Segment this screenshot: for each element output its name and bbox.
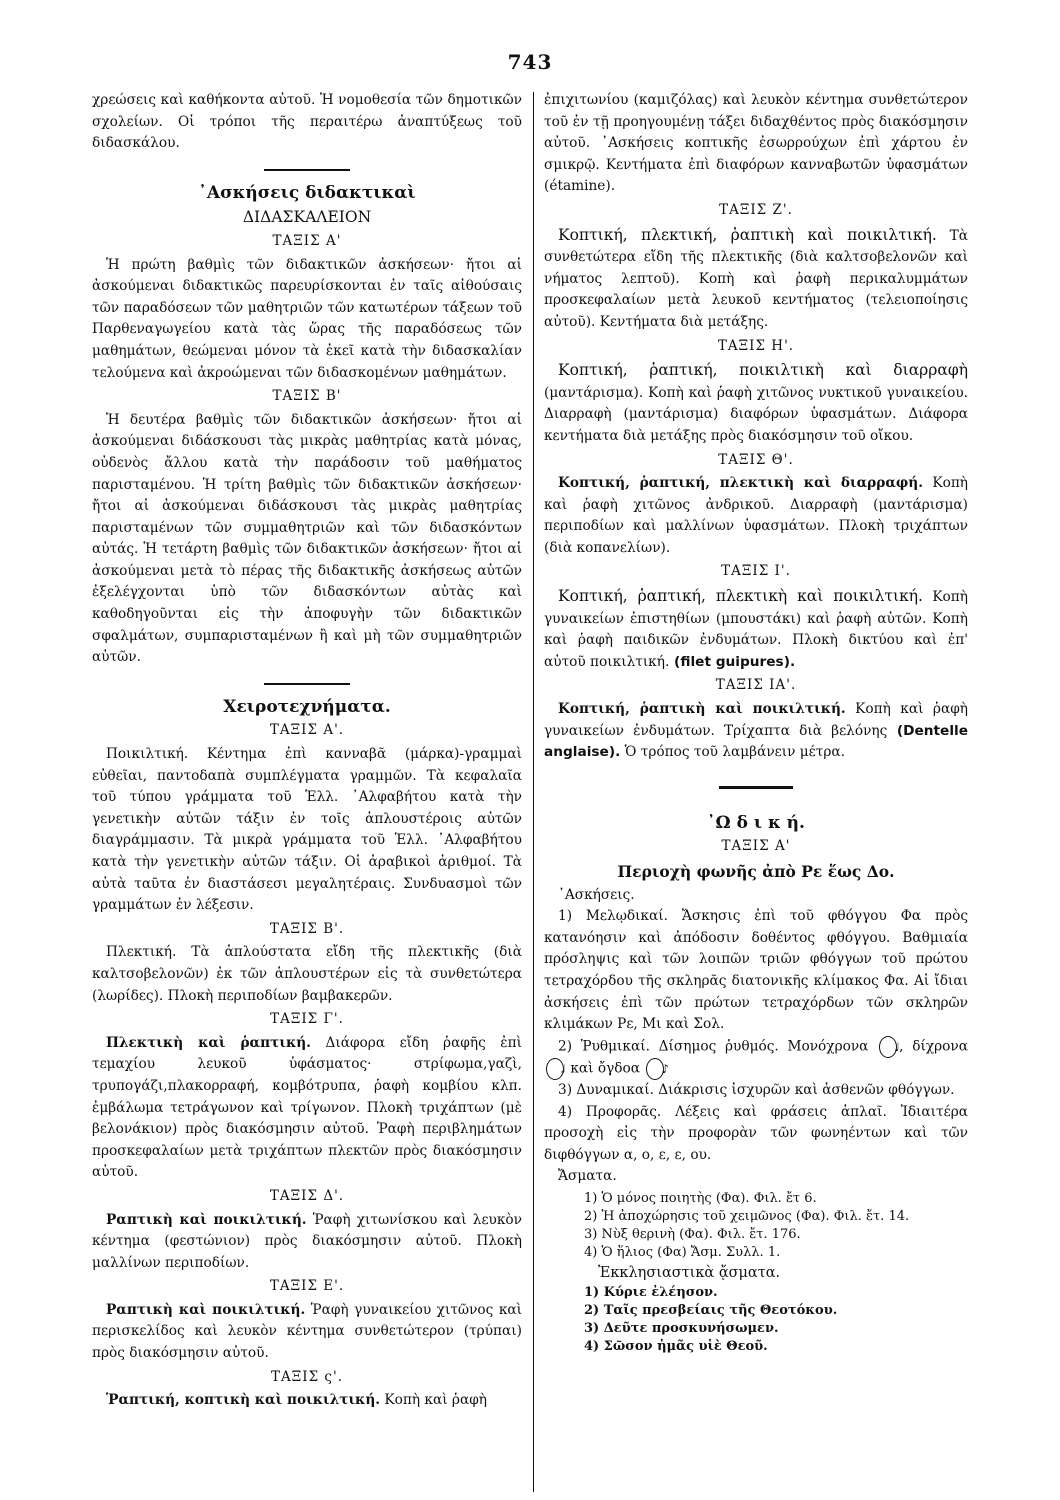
- left-column: [92, 90, 522, 1412]
- taxis-lead: Ραπτικὴ καὶ ποικιλτική.: [106, 1211, 307, 1228]
- list-item: 4) Σῶσον ἡμᾶς υἱὲ Θεοῦ.: [584, 1338, 768, 1354]
- taxis-heading: ΤΑΞΙΣ Α'.: [269, 722, 345, 739]
- taxis-paragraph: [92, 1390, 522, 1412]
- list-item: 2) Ἡ ἀποχώρησις τοῦ χειμῶνος (Φα). Φιλ. ἔτ. 14.: [584, 1208, 910, 1224]
- taxis-body: Κοπὴ καὶ ῥαφὴ: [380, 1392, 488, 1409]
- taxis-heading: ΤΑΞΙΣ Β': [272, 388, 342, 405]
- taxis-body: Κοπὴ καὶ ῥαφὴ χιτῶνος ἀνδρικοῦ. Διαρραφὴ (μαντάρισμα) περιποδίων καὶ μαλλίνων ὑφασμάτων. Πλοκὴ τριχάπτων (διὰ κοπανελίων).: [544, 475, 969, 556]
- right-column: [544, 90, 968, 1356]
- taxis-heading: ΤΑΞΙΣ Δ'.: [269, 1187, 345, 1204]
- taxis-paragraph: [544, 585, 968, 673]
- taxis-lead: Πλεκτικὴ καὶ ῥαπτική.: [106, 1034, 311, 1051]
- taxis-heading: ΤΑΞΙΣ ς'.: [271, 1368, 343, 1385]
- taxis-tail: Ὁ τρόπος τοῦ λαμβάνειν μέτρα.: [620, 744, 845, 761]
- taxis-lead: Κοπτική, πλεκτική, ῥαπτικὴ καὶ ποικιλτική.: [558, 225, 937, 244]
- exercise-item: 4) Προφορᾶς. Λέξεις καὶ φράσεις ἁπλαῖ. Ἰδιαιτέρα προσοχὴ εἰς τὴν προφορὰν τῶν φωνηέντων καὶ τῶν διφθόγγων α, ο, ε, ε, ου.: [544, 1103, 968, 1163]
- page-number: 743: [507, 50, 553, 74]
- rhythm-text: 2) Ῥυθμικαί. Δίσημος ῥυθμός. Μονόχρονα: [558, 1038, 869, 1055]
- songs-list: [584, 1190, 968, 1262]
- taxis-paragraph: [544, 224, 968, 334]
- church-songs-title: Ἐκκλησιαστικὰ ᾄσματα.: [598, 1264, 781, 1281]
- list-item: 3) Νὺξ θερινὴ (Φα). Φιλ. ἔτ. 176.: [584, 1226, 801, 1242]
- taxis-paragraph: [544, 699, 968, 764]
- quarter-note-icon: ♩: [879, 1036, 897, 1058]
- section-separator: [264, 683, 350, 685]
- taxis-lead: Κοπτική, ῥαπτική, πλεκτικὴ καὶ διαρραφή.: [558, 475, 924, 492]
- intro-paragraph: χρεώσεις καὶ καθήκοντα αὐτοῦ. Ἡ νομοθεσία τῶν δημοτικῶν σχολείων. Οἱ τρόποι τῆς περαιτέρω ἀναπτύξεως τοῦ διδασκάλου.: [92, 92, 522, 152]
- taxis-heading: ΤΑΞΙΣ Ζ'.: [719, 201, 793, 218]
- taxis-body: Ῥαφὴ χιτωνίσκου καὶ λευκὸν κέντημα (φεστώνιον) πρὸς διακόσμησιν αὐτοῦ. Πλοκὴ μαλλίνων περιποδίων.: [92, 1211, 522, 1271]
- section-separator: [264, 169, 350, 171]
- list-item: 4) Ὁ ἥλιος (Φα) Ἄσμ. Συλλ. 1.: [584, 1244, 781, 1260]
- exercise-item: 3) Δυναμικαί. Διάκρισις ἰσχυρῶν καὶ ἀσθενῶν φθόγγων.: [558, 1081, 955, 1098]
- list-item: 2) Ταῖς πρεσβείαις τῆς Θεοτόκου.: [584, 1302, 838, 1318]
- section-separator: [719, 786, 793, 789]
- taxis-heading: ΤΑΞΙΣ Ε'.: [269, 1278, 345, 1295]
- taxis-body: Τὰ συνθετώτερα εἴδη τῆς πλεκτικῆς (διὰ καλτσοβελονῶν καὶ νήματος λεπτοῦ). Κοπὴ καὶ ῥαφὴ περικαλυμμάτων προσκεφαλαίων μετὰ λευκοῦ κεντήματος (τελειοποίησις αὐτοῦ). Κεντήματα διὰ μετάξης.: [544, 227, 968, 330]
- list-item: 1) Ὁ μόνος ποιητὴς (Φα). Φιλ. ἔτ 6.: [584, 1190, 817, 1206]
- songs-label: Ἄσματα.: [558, 1168, 617, 1185]
- rhythm-text: , δίχρονα: [899, 1038, 968, 1055]
- crafts-title: Χειροτεχνήματα.: [223, 696, 391, 717]
- taxis-body: Κοπὴ γυναικείων ἐπιστηθίων (μπουστάκι) καὶ ῥαφὴ αὐτῶν. Κοπὴ καὶ ῥαφὴ παιδικῶν ἐνδυμάτων. Πλοκὴ δικτύου καὶ ἐπ' αὐτοῦ ποικιλτική.: [544, 589, 968, 670]
- continued-paragraph: ἐπιχιτωνίου (καμιζόλας) καὶ λευκὸν κέντημα συνθετώτερον τοῦ ἐν τῇ προηγουμένῃ τάξει διδαχθέντος πρὸς διακόσμησιν αὐτοῦ. ᾿Ασκήσεις κοπτικῆς ἐσωρρούχων ἐπὶ χάρτου ἐν σμικρῷ. Κεντήματα ἐπὶ διαφόρων κανναβωτῶν ὑφασμάτων (étamine).: [544, 92, 968, 195]
- taxis-heading: ΤΑΞΙΣ Ι'.: [721, 563, 791, 580]
- latin-term: (filet guipures).: [669, 653, 796, 670]
- taxis-lead: Κοπτική, ῥαπτικὴ καὶ ποικιλτική.: [558, 701, 846, 718]
- taxis-heading: ΤΑΞΙΣ Β'.: [269, 920, 345, 937]
- rhythm-text: καὶ ὄγδοα: [570, 1060, 641, 1077]
- list-item: 1) Κύριε ἐλέησον.: [584, 1284, 718, 1300]
- exercises-label: ᾿Ασκήσεις.: [558, 886, 635, 903]
- column-divider: [533, 92, 534, 1492]
- subsection-title: ΔΙΔΑΣΚΑΛΕΙΟΝ: [242, 208, 372, 227]
- taxis-paragraph: Πλεκτική. Τὰ ἁπλούστατα εἴδη τῆς πλεκτικῆς (διὰ καλτσοβελονῶν) ἐκ τῶν ἁπλουστέρων εἰς τὰ συνθετώτερα (λωρίδες). Πλοκὴ περιποδίων βαμβακερῶν.: [92, 944, 522, 1004]
- taxis-paragraph: [92, 1033, 522, 1184]
- taxis-heading: ΤΑΞΙΣ Α': [272, 232, 342, 249]
- taxis-heading: ΤΑΞΙΣ Θ'.: [718, 451, 794, 468]
- taxis-body: Διάφορα εἴδη ῥαφῆς ἐπὶ τεμαχίου λευκοῦ ὑφάσματος· στρίφωμα,γαζὶ, τρυπογάζι,πλακορραφή, κομβότρυπα, ῥαφὴ κομβίου κλπ. ἐμβάλωμα τετράγωνον καὶ τρίγωνον. Πλοκὴ τριχάπτων (μὲ βελονάκιον) πρὸς διακόσμησιν αὐτοῦ. Ῥαφὴ περιβλημάτων προσκεφαλαίων μετὰ τριχάπτων πλεκτῶν πρὸς διακόσμησιν αὐτοῦ.: [92, 1034, 522, 1181]
- latin-term: (Dentelle anglaise).: [544, 722, 968, 761]
- taxis-lead: Κοπτική, ῥαπτική, ποικιλτικὴ καὶ διαρραφὴ: [558, 361, 968, 380]
- section-title: ᾿Ασκήσεις διδακτικαὶ: [198, 182, 416, 203]
- taxis-body: Ῥαφὴ γυναικείου χιτῶνος καὶ περισκελίδος καὶ λευκὸν κέντημα συνθετώτερον (τρύπαι) πρὸς διακόσμησιν αὐτοῦ.: [92, 1301, 522, 1362]
- taxis-lead: Κοπτική, ῥαπτική, πλεκτικὴ καὶ ποικιλτική.: [558, 587, 923, 606]
- half-note-icon: 𝅗𝅥: [546, 1058, 564, 1080]
- taxis-lead: Ῥαπτική, κοπτικὴ καὶ ποικιλτική.: [106, 1392, 381, 1409]
- list-item: 3) Δεῦτε προσκυνήσωμεν.: [584, 1320, 779, 1336]
- taxis-paragraph: [92, 1300, 522, 1365]
- taxis-paragraph: Ποικιλτική. Κέντημα ἐπὶ κανναβᾶ (μάρκα)-γραμμαὶ εὐθεῖαι, παντοδαπὰ συμπλέγματα γραμμῶν. Τὰ κεφαλαῖα τοῦ τύπου γράμματα τοῦ Ἑλλ. ᾿Αλφαβήτου κατὰ τὴν γενετικὴν αὐτῶν τάξιν ἐν τοῖς ἁπλουστέροις αὐτῶν διαγράμμασιν. Τὰ μικρὰ γράμματα τοῦ Ἑλλ. ᾿Αλφαβήτου κατὰ τὴν γενετικὴν αὐτῶν τάξιν. Οἱ ἀραβικοὶ ἀριθμοί. Τὰ αὐτὰ ταῦτα ἐν διαστάσεσι μεγαλητέραις. Συνδυασμοὶ τῶν γραμμάτων ἐν λέξεσιν.: [92, 746, 522, 914]
- taxis-heading: ΤΑΞΙΣ Η'.: [717, 337, 795, 354]
- taxis-paragraph: [544, 473, 968, 559]
- odiki-title: ᾿Ω δ ι κ ή.: [707, 812, 805, 833]
- taxis-heading: ΤΑΞΙΣ Α': [721, 838, 791, 855]
- taxis-paragraph: Ἡ πρώτη βαθμὶς τῶν διδακτικῶν ἀσκήσεων· ἤτοι αἱ ἀσκούμεναι διδακτικῶς παρευρίσκονται ἐν ταῖς αἰθούσαις τῶν παραδόσεων τῶν μαθητριῶν τῶν κατωτέρων τάξεων τοῦ Παρθεναγωγείου κατὰ τὰς ὥρας τῆς παραδόσεως τῶν μαθημάτων, θεώμεναι μόνον τὰ ἐκεῖ κατὰ τὴν διδασκαλίαν τελούμενα καὶ ἀκροώμεναι τῶν διδασκομένων μαθημάτων.: [92, 256, 522, 381]
- taxis-paragraph: [92, 1210, 522, 1275]
- hymns-list: [584, 1284, 968, 1356]
- exercise-item: 1) Μελῳδικαί. Ἄσκησις ἐπὶ τοῦ φθόγγου Φα πρὸς κατανόησιν καὶ ἀπόδοσιν δοθέντος φθόγγου. Βαθμιαία πρόσληψις καὶ τῶν λοιπῶν τριῶν φθόγγων τοῦ πρώτου τετραχόρδου τῆς σκληρᾶς διατονικῆς κλίμακος Φα. Αἱ ἴδιαι ἀσκήσεις ἐπὶ τῶν πρώτων τετραχόρδων τῶν σκληρῶν κλιμάκων Ρε, Μι καὶ Σολ.: [544, 908, 968, 1033]
- taxis-paragraph: [544, 359, 968, 447]
- taxis-heading: ΤΑΞΙΣ ΙΑ'.: [715, 677, 797, 694]
- taxis-heading: ΤΑΞΙΣ Γ'.: [270, 1011, 344, 1028]
- taxis-paragraph: Ἡ δευτέρα βαθμὶς τῶν διδακτικῶν ἀσκήσεων· ἤτοι αἱ ἀσκούμεναι διδάσκουσι τὰς μικρὰς μαθητρίας κατὰ μόνας, οὐδενὸς ἄλλου κατὰ τὴν παράδοσιν τοῦ μαθήματος παρισταμένου. Ἡ τρίτη βαθμὶς τῶν διδακτικῶν ἀσκήσεων· ἤτοι αἱ ἀσκούμεναι διδάσκουσι τὰς μικρὰς μαθητρίας παρισταμένων τῶν συμμαθητριῶν καὶ τῶν διδασκόντων αὐτάς. Ἡ τετάρτη βαθμὶς τῶν διδακτικῶν ἀσκήσεων· ἤτοι αἱ ἀσκούμεναι μετὰ τὸ πέρας τῆς διδακτικῆς ἀσκήσεως αὐτῶν ἐξελέγχονται ὑπὸ τῶν διδασκόντων αὐτὰς καὶ καθοδηγοῦνται εἰς τὴν ἀποφυγὴν τῶν διδακτικῶν σφαλμάτων, συμπαρισταμένων ἢ καὶ μὴ τῶν συμμαθητριῶν αὐτῶν.: [92, 411, 522, 666]
- taxis-lead: Ραπτικὴ καὶ ποικιλτική.: [106, 1301, 306, 1318]
- taxis-body: Κοπὴ καὶ ῥαφὴ γυναικείων ἐνδυμάτων. Τρίχαπτα διὰ βελόνης: [544, 701, 968, 739]
- taxis-body: (μαντάρισμα). Κοπὴ καὶ ῥαφὴ χιτῶνος νυκτικοῦ γυναικείου. Διαρραφὴ (μαντάρισμα) διαφόρων ὑφασμάτων. Διάφορα κεντήματα διὰ μετάξης πρὸς διακόσμησιν τοῦ οἴκου.: [544, 384, 968, 444]
- voice-range: Περιοχὴ φωνῆς ἀπὸ Ρε ἕως Δο.: [617, 862, 895, 881]
- eighth-note-icon: ♪: [646, 1058, 664, 1080]
- exercise-item: [544, 1036, 968, 1080]
